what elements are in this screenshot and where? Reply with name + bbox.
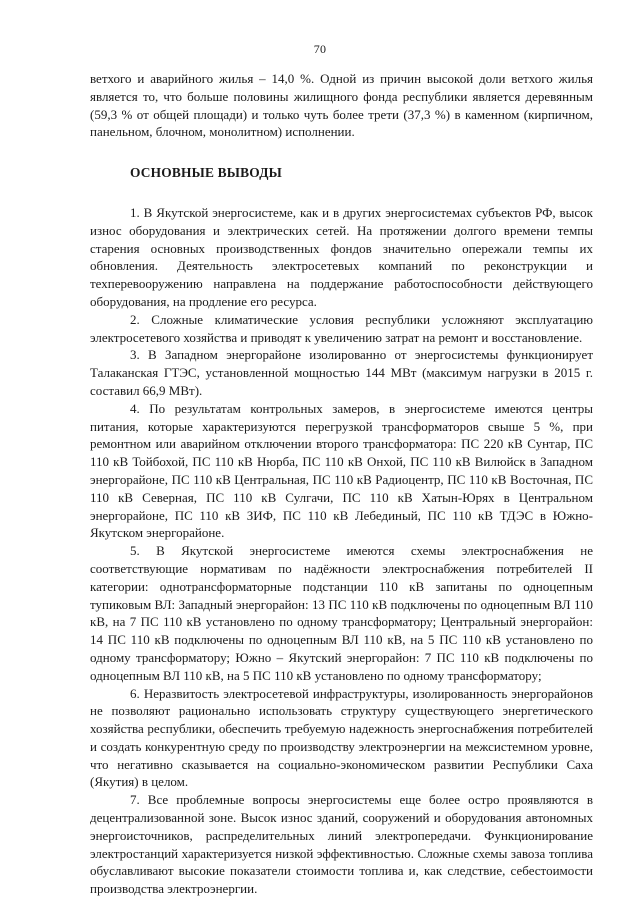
conclusion-paragraph-3: 3. В Западном энергорайоне изолированно от энергосистемы функционирует Талаканская ГТЭС, установленной мощностью 144 МВт (максимум нагрузки в 2015 г. составил 66,9 МВт). [90,347,593,398]
conclusion-paragraph-5: 5. В Якутской энергосистеме имеются схемы электроснабжения не соответствующие нормативам по надёжности электроснабжения потребителей II категории: однотрансформаторные подстанции 110 кВ запитаны по одноцепным тупиковым ВЛ: Западный энергорайон: 13 ПС 110 кВ подключены по одноцепным ВЛ 110 кВ, на 7 ПС 110 кВ установлено по одному трансформатору; Центральный энергорайон: 14 ПС 110 кВ подключены по одноцепным ВЛ 110 кВ, на 5 ПС 110 кВ установлено по одному трансформатору; Южно – Якутский энергорайон: 7 ПС 110 кВ подключены по одноцепным ВЛ 110 кВ, на 5 ПС 110 кВ установлено по одному трансформатору; [90,543,593,683]
conclusion-paragraph-6: 6. Неразвитость электросетевой инфраструктуры, изолированность энергорайонов не позволяют рационально использовать структуру существующего энергетического хозяйства республики, обеспечить требуемую надежность энергоснабжения потребителей и создать конкурентную среду по производству электроэнергии на межсистемном уровне, что негативно сказывается на социально-экономическом развитии Республики Саха (Якутия) в целом. [90,685,593,790]
section-heading: ОСНОВНЫЕ ВЫВОДЫ [130,165,282,181]
intro-paragraph: ветхого и аварийного жилья – 14,0 %. Одной из причин высокой доли ветхого жилья является то, что больше половины жилищного фонда республики является деревянным (59,3 % от общей площади) и только чуть более трети (37,3 %) в каменном (кирпичном, панельном, блочном, монолитном) исполнении. [90,71,593,140]
conclusion-paragraph-2: 2. Сложные климатические условия республики усложняют эксплуатацию электросетевого хозяйства и приводят к увеличению затрат на ремонт и восстановление. [90,311,593,345]
conclusion-paragraph-4: 4. По результатам контрольных замеров, в энергосистеме имеются центры питания, которые характеризуются перегрузкой трансформаторов свыше 5 %, при ремонтном или аварийном отключении второго трансформатора: ПС 220 кВ Сунтар, ПС 110 кВ Тойбохой, ПС 110 кВ Нюрба, ПС 110 кВ Онхой, ПС 110 кВ Вилюйск в Западном энергорайоне, ПС 110 кВ Центральная, ПС 110 кВ Радиоцентр, ПС 110 кВ Восточная, ПС 110 кВ Северная, ПС 110 кВ Сулгачи, ПС 110 кВ Хатын-Юрях в Центральном энергорайоне, ПС 110 кВ ЗИФ, ПС 110 кВ Лебединый, ПС 110 кВ ТДЭС в Южно-Якутском энергорайоне. [90,400,593,541]
conclusion-paragraph-1: 1. В Якутской энергосистеме, как и в других энергосистемах субъектов РФ, высок износ оборудования и электрических сетей. На протяжении долгого времени темпы старения основных производственных фондов значительно опережали темпы их обновления. Деятельность электросетевых компаний по реконструкции и техперевооружению направлена на поддержание работоспособности действующего оборудования, на продление его ресурса. [90,204,593,309]
page-number: 70 [313,42,327,56]
document-body [90,70,593,898]
conclusion-paragraph-7: 7. Все проблемные вопросы энергосистемы еще более остро проявляются в децентрализованной зоне. Высок износ зданий, сооружений и оборудования автономных энергоисточников, распределительных линий электропередачи. Функционирование электростанций характеризуется низкой эффективностью. Сложные схемы завоза топлива обуславливают высокие показатели стоимости топлива и, как следствие, себестоимости производства электроэнергии. [90,792,593,897]
